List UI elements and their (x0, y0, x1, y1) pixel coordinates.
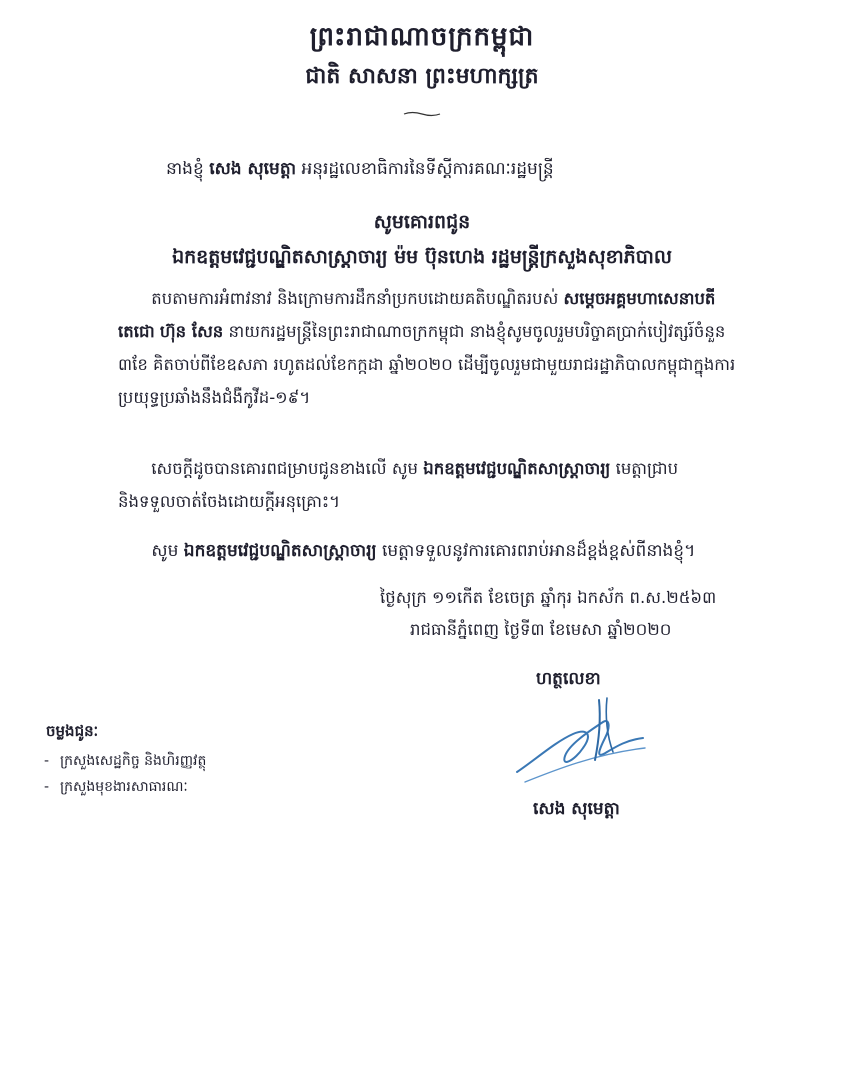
paragraph-line: ៣ខែ គិតចាប់ពីខែឧសភា រហូតដល់ខែកក្កដា ឆ្នាំ២០២០ ដើម្បីចូលរួមជាមួយរាជរដ្ឋាភិបាលកម្ពុជាក្នុងការ (118, 355, 736, 374)
handwritten-signature (495, 690, 665, 800)
sender-prefix: នាងខ្ញុំ (166, 159, 204, 179)
divider-ornament (402, 110, 442, 118)
sender-name: សេង សុមេត្តា (209, 159, 297, 179)
leader-title-2: តេជោ (118, 322, 155, 341)
paragraph-line (118, 535, 728, 568)
text-segment: មេត្តាទទួលនូវការគោរពរាប់អានដ៏ខ្ពង់ខ្ពស់ពីនាងខ្ញុំ។ (381, 541, 696, 561)
cc-item: - ក្រសួងមុខងារសាធារណៈ (44, 774, 206, 800)
paragraph-line: ប្រយុទ្ធប្រឆាំងនឹងជំងឺកូវីដ-១៩។ (118, 388, 311, 407)
recipient-greeting: សូមគោរពជូន (373, 211, 471, 233)
leader-name: ហ៊ុន សែន (159, 322, 224, 341)
paragraph-line (118, 282, 728, 315)
text-segment: តបតាមការអំពាវនាវ និងក្រោមការដឹកនាំប្រកបដោយគតិបណ្ឌិតរបស់ (151, 289, 559, 308)
sender-title: អនុរដ្ឋលេខាធិការនៃទីស្ដីការគណៈរដ្ឋមន្ត្រី (301, 159, 554, 179)
paragraph-line (118, 452, 728, 485)
cc-item: - ក្រសួងសេដ្ឋកិច្ច និងហិរញ្ញវត្ថុ (44, 748, 206, 774)
signatory-name: សេង សុមេត្តា (533, 799, 620, 819)
paragraph-line (118, 315, 728, 348)
recipient-honorific: ឯកឧត្ដមវេជ្ជបណ្ឌិតសាស្ត្រាចារ្យ (183, 541, 377, 561)
solar-date: រាជធានីភ្នំពេញ ថ្ងៃទី៣ ខែមេសា ឆ្នាំ២០២០ (410, 620, 672, 639)
paragraph-line: និងទទួលចាត់ចែងដោយក្ដីអនុគ្រោះ។ (118, 492, 341, 511)
leader-title: សម្ដេចអគ្គមហាសេនាបតី (563, 289, 716, 308)
body-paragraph-3 (118, 535, 728, 568)
lunar-date: ថ្ងៃសុក្រ ១១កើត ខែចេត្រ ឆ្នាំកុរ ឯកស័ក ព.ស.២៥៦៣ (380, 588, 717, 607)
text-segment: មេត្តាជ្រាប (615, 459, 679, 478)
text-segment: នាយករដ្ឋមន្ត្រីនៃព្រះរាជាណាចក្រកម្ពុជា នាងខ្ញុំសូមចូលរួមបរិច្ចាគប្រាក់បៀវត្សរ៍ចំនួន (228, 322, 726, 341)
body-paragraph-1 (118, 282, 736, 414)
kingdom-heading: ព្រះរាជាណាចក្រកម្ពុជា (309, 22, 535, 52)
body-paragraph-2 (118, 452, 728, 518)
recipient-name: ឯកឧត្ដមវេជ្ជបណ្ឌិតសាស្ត្រាចារ្យ ម៉ម ប៊ុនហេង រដ្ឋមន្ត្រីក្រសួងសុខាភិបាល (172, 246, 672, 268)
cc-list (44, 748, 206, 800)
sender-line (166, 158, 554, 183)
signature-label: ហត្ថលេខា (536, 669, 601, 689)
motto-heading: ជាតិ សាសនា ព្រះមហាក្សត្រ (305, 64, 539, 89)
text-segment: សេចក្ដីដូចបានគោរពជម្រាបជូនខាងលើ សូម (151, 459, 419, 478)
text-segment: សូម (151, 541, 179, 561)
cc-heading: ចម្លងជូនៈ (46, 722, 99, 740)
recipient-honorific: ឯកឧត្ដមវេជ្ជបណ្ឌិតសាស្ត្រាចារ្យ (423, 459, 611, 478)
